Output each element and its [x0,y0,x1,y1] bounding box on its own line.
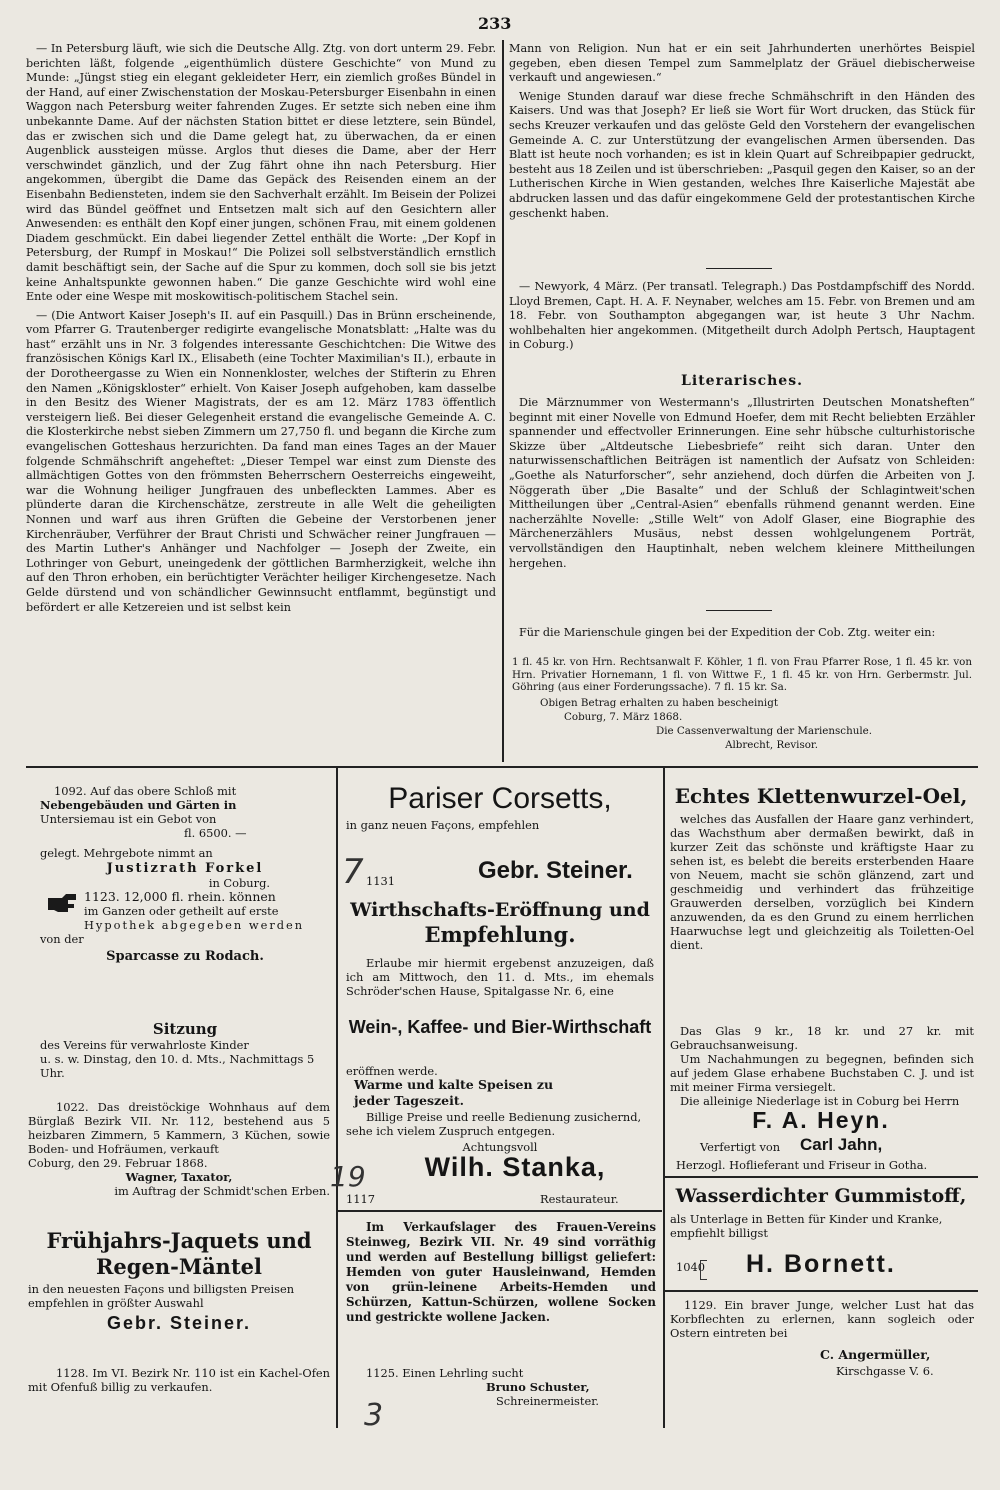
ad-1125-text: 1125. Einen Lehrling sucht [366,1366,524,1380]
ad-1092-line1: 1092. Auf das obere Schloß mit [54,784,237,798]
wirth-open: eröffnen werde. [346,1064,438,1078]
page-number: 233 [478,14,512,33]
ad-1022-sub: im Auftrag der Schmidt'schen Erben. [114,1184,330,1198]
wirth-title2: Empfehlung. [424,922,576,947]
oel-maker: Carl Jahn, [800,1135,883,1154]
ad-1128: 1128. Im VI. Bezirk Nr. 110 ist ein Kachel-Ofen mit Ofenfuß billig zu verkaufen. [28,1366,330,1394]
wirth-promise: Billige Preise und reelle Bedienung zusichernd, sehe ich vielem Zuspruch entgegen. [346,1110,642,1138]
sitzung-line2: u. s. w. Dinstag, den 10. d. Mts., Nachmittags 5 Uhr. [40,1052,315,1080]
ad-1092-line4: fl. 6500. — [184,826,247,840]
literary-text: Die Märznummer von Westermann's „Illustrirten Deutschen Monatsheften“ beginnt mit einer Novelle von Edmund Hoefer, dem mit Recht beliebten Erzähler spannender und effectvoller Erinnerungen. Eine sehr hübsche culturhistorische Skizze über „Altdeutsche Liebesbriefe“ reiht sich daran. Unter den naturwissenschaftlichen Beiträgen ist namentlich der Aufsatz von Schleiden: „Goethe als Naturforscher“, sehr anziehend, doch dürfen die Arbeiten von J. Nöggerath über „Die Basalte“ und der Schluß der Schlagintweit'schen Mittheilungen über „Central-Asien“ ebenfalls rühmend genannt werden. Eine nacherzählte Novelle: „Stille Welt“ von Adolf Glaser, eine Biographie des Märchenerzählers Musäus, nebst dessen wohlgelungenem Porträt, vervollständigen den Hauptinhalt, neben welchem kleinere Mittheilungen hergehen. [509,396,975,570]
newyork-article [509,280,975,357]
ad-1022-text: 1022. Das dreistöckige Wohnhaus auf dem Bürglaß Bezirk VII. Nr. 112, bestehend aus 5 heizbaren Zimmern, 5 Kammern, 3 Küchen, sowie Boden- und Hofräumen, verkauft [28,1100,330,1156]
gummi-firm: H. Bornett. [746,1250,896,1278]
jaquets-title1: Frühjahrs-Jaquets und [46,1228,312,1253]
ad-1125 [346,1366,656,1408]
literary-article [509,396,975,575]
ad-1123-line2: im Ganzen oder getheilt auf erste [84,904,279,918]
jaquets-text: in den neuesten Façons und billigsten Preisen empfehlen in größter Auswahl [28,1282,295,1310]
corsetts-firm: Gebr. Steiner. [478,857,633,884]
ad-wirthschaft [342,898,658,948]
oel-dealer: F. A. Heyn. [752,1107,890,1133]
wirth-food2: jeder Tageszeit. [354,1093,464,1108]
pencil-mark-7: 7 [342,852,364,892]
newyork-text: — Newyork, 4 März. (Per transatl. Telegraph.) Das Postdampfschiff des Nordd. Lloyd Bremen, Capt. H. A. F. Neynaber, welches am 15. Febr. von Bremen und am 18. Febr. von Southampton abgegangen war, ist heute 3 Uhr Nachm. wohlbehalten hier angekommen. (Mitgetheilt durch Adolph Pertsch, Hauptagent in Coburg.) [509,280,975,352]
petersburg-article: — In Petersburg läuft, wie sich die Deutsche Allg. Ztg. von dort unterm 29. Febr. berichten läßt, folgende „eigenthümlich düstere Geschichte“ von Mund zu Munde: „Jüngst stieg ein elegant gekleideter Herr, ein ziemlich großes Bündel in der Hand, auf einer Zwischenstation der Moskau-Petersburger Eisenbahn in einen Waggon nach Petersburg weiter fahrenden Zuges. Er setzte sich neben eine ihm unbekannte Dame. Auf der nächsten Station bittet er diese letztere, sein Bündel, das er zwischen sich und die Dame gelegt hat, zu überwachen, da er einen Augenblick aussteigen müsse. Arglos thut dieses die Dame, aber der Herr verschwindet gänzlich, und der Zug fährt ohne ihn nach Petersburg. Hier angekommen, übergibt die Dame das Gepäck des Reisenden einem an der Eisenbahn Bediensteten, indem sie den Sachverhalt erzählt. Im Beisein der Polizei wird das Bündel geöffnet und Entsetzen malt sich auf den Gesichtern aller Anwesenden: es enthält den Kopf einer jungen, schönen Frau, mit einem goldenen Diadem geschmückt. Ein dabei liegender Zettel enthält die Worte: „Der Kopf in Petersburg, der Rumpf in Moskau!“ Die Polizei soll selbstverständlich ernstlich damit beschäftigt sein, der Sache auf die Spur zu kommen, doch soll sie bis jetzt keine Anhaltspunkte gewonnen haben.“ Die ganze Geschichte wird wohl eine Ente oder eine Wespe mit moskowitisch-politischem Stachel sein. [26,42,496,304]
separator-line [338,1210,662,1212]
gummi-title: Wasserdichter Gummistoff, [675,1185,967,1207]
marien-head: Für die Marienschule gingen bei der Expedition der Cob. Ztg. weiter ein: [519,626,936,639]
marien-list: 1 fl. 45 kr. von Hrn. Rechtsanwalt F. Köhler, 1 fl. von Frau Pfarrer Rose, 1 fl. 45 kr. von Hrn. Privatier Hornemann, 1 fl. von Wittwe F., 1 fl. 45 kr. von Hrn. Gerbermstr. Jul. Göhring (aus einer Forderungssache). 7 fl. 15 kr. Sa. [512,656,972,694]
sitzung-line1: des Vereins für verwahrloste Kinder [40,1038,249,1052]
ad-jaquets [28,1228,330,1336]
wirth-big: Wein-, Kaffee- und Bier-Wirthschaft [348,1017,652,1037]
ad-1123-line4: von der [40,932,84,946]
corsetts-title: Pariser Corsetts, [388,782,612,815]
literary-heading: Literarisches. [681,373,803,389]
ads-column-divider-left [336,768,338,1428]
corsetts-sub: in ganz neuen Façons, empfehlen [346,818,540,832]
ad-1022-name: Wagner, Taxator, [125,1170,233,1184]
separator-line [665,1176,978,1178]
wirth-text: Erlaube mir hiermit ergebenst anzuzeigen, daß ich am Mittwoch, den 11. d. Mts., im ehemals Schröder'schen Hause, Spitalgasse Nr. 6, eine [346,956,654,998]
bracket-mark [700,1260,707,1280]
ad-1092-line3: Untersiemau ist ein Gebot von [40,812,217,826]
ad-1123-line1: 1123. 12,000 fl. rhein. können [84,889,276,904]
column-divider [502,40,504,762]
ad-1092-place: in Coburg. [208,876,270,890]
ad-1129-name: C. Angermüller, [820,1347,931,1362]
pasquill-article: — (Die Antwort Kaiser Joseph's II. auf ein Pasquill.) Das in Brünn erscheinende, vom Pfarrer G. Trautenberger redigirte evangelische Monatsblatt: „Halte was du hast“ erzählt uns in Nr. 3 folgendes interessante Geschichtchen: Die Witwe des französischen Königs Karl IX., Elisabeth (eine Tochter Maximilian's II.), erbaute in der Dorotheergasse zu Wien ein Nonnenkloster, welches der Stifterin zu Ehren den Namen „Königskloster“ erhielt. Von Kaiser Joseph aufgehoben, kam dasselbe in den Besitz des Wiener Magistrats, der es am 12. März 1783 öffentlich versteigern ließ. Bei dieser Gelegenheit erstand die evangelische Gemeinde A. C. die Klosterkirche nebst sieben Zimmern um 27,750 fl. und begann die Kirche zum evangelischen Gotteshaus herzurichten. Da fand man eines Tages an der Mauer folgende Schmähschrift angeheftet: „Dieser Tempel war einst zum Dienste des allmächtigen Gottes von den frömmsten Beherrschern Oesterreichs eingeweiht, war die Wohnung heiliger Jungfrauen des unbefleckten Lammes. Aber es plünderte daran die Kirchenschätze, zerstreute in alle Welt die geheiligten Nonnen und warf aus ihren Grüften die Gebeine der Verstorbenen jener Kirchenräuber, Verführer der Braut Christi und Schwächer reiner Jungfrauen — des Martin Luther's Anhänger und Nachfolger — Joseph der Zweite, ein Lothringer von Geburt, uneingedenk der göttlichen Barmherzigkeit, welche ihn auf den Thron erhoben, ein berüchtigter Verächter heiliger Kirchengesetze. Nach Gelde dürstend und von schändlicher Gewinnsucht entflammt, begünstigt und befördert er alle Ketzereien und ist selbst kein [26,308,496,614]
wirth-role: Restaurateur. [540,1192,619,1206]
sitzung-title: Sitzung [152,1020,218,1038]
frauen-verein-text: Im Verkaufslager des Frauen-Vereins Steinweg, Bezirk VII. Nr. 49 sind vorräthig und werden auf Bestellung billigst geliefert: Hemden von guter Hausleinwand, Hemden von grün-leinene Arbeits-Hemden und Schürzen, Kattun-Schürzen, wollene Socken und gestrickte wollene Jacken. [346,1220,656,1324]
ads-divider [26,766,978,768]
ad-1022 [28,1100,330,1198]
gummi-text: als Unterlage in Betten für Kinder und Kranke, empfiehlt billigst [670,1212,943,1240]
ad-1129-text: 1129. Ein braver Junge, welcher Lust hat das Korbflechten zu erlernen, kann sogleich oder Ostern eintreten bei [670,1298,974,1340]
ad-1123-name: Sparcasse zu Rodach. [106,949,264,964]
ad-1129-addr: Kirschgasse V. 6. [836,1364,934,1378]
oel-price: Das Glas 9 kr., 18 kr. und 27 kr. mit Gebrauchsanweisung. [670,1024,974,1052]
separator-line [706,268,772,269]
marien-thanks: Obigen Betrag erhalten zu haben bescheinigt [540,697,778,709]
jaquets-firm: Gebr. Steiner. [106,1313,252,1333]
marien-sign-cash: Die Cassenverwaltung der Marienschule. [655,725,872,737]
oel-title: Echtes Klettenwurzel-Oel, [674,784,968,808]
corsetts-num: 1131 [366,874,395,888]
ad-corsetts [340,780,660,832]
right-column [509,42,975,225]
oel-maker-role: Herzogl. Hoflieferant und Friseur in Gotha. [676,1158,928,1172]
marien-notice [509,626,975,645]
ads-column-divider-right [663,768,665,1428]
pencil-mark-3: 3 [364,1398,384,1433]
left-column [26,42,496,619]
ad-sitzung [40,1020,330,1080]
wirth-num: 1117 [346,1192,375,1206]
separator-line [665,1290,978,1292]
ad-1123 [40,890,330,964]
wirth-title1: Wirthschafts-Eröffnung und [350,899,650,921]
gummi-num: 1040 [676,1260,705,1274]
ad-1092-line2: Nebengebäuden und Gärten in [40,798,237,812]
wirth-respect: Achtungsvoll [462,1140,538,1154]
ad-1022-date: Coburg, den 29. Februar 1868. [28,1156,208,1170]
wirth-food1: Warme und kalte Speisen zu [354,1077,554,1092]
ad-1125-name: Bruno Schuster, [486,1380,590,1394]
marien-date: Coburg, 7. März 1868. [564,711,683,723]
oel-warning: Um Nachahmungen zu begegnen, befinden sich auf jedem Glase erhabene Buchstaben C. J. und ist mit meiner Firma versiegelt. [670,1052,974,1094]
oel-depot: Die alleinige Niederlage ist in Coburg bei Herrn [680,1094,960,1108]
marien-sign-revisor: Albrecht, Revisor. [725,739,818,751]
ad-1092-line5: gelegt. Mehrgebote nimmt an [40,846,213,860]
jaquets-title2: Regen-Mäntel [95,1254,262,1279]
wirth-name: Wilh. Stanka, [424,1152,606,1182]
ad-1092 [40,784,330,890]
oel-maker-pre: Verfertigt von [700,1140,781,1154]
pasquill-response: Wenige Stunden darauf war diese freche Schmähschrift in den Händen des Kaisers. Und was that Joseph? Er ließ sie Wort für Wort drucken, das Stück für sechs Kreuzer verkaufen und das gelöste Geld den Vorstehern der evangelischen Gemeinde A. C. zur Unterstützung der evangelischen Armen übersenden. Das Blatt ist heute noch vorhanden; es ist in klein Quart auf Schreibpapier gedruckt, besteht aus 18 Zeilen und ist überschrieben: „Pasquil gegen den Kaiser, so an der Lutherischen Kirche in Wien gestanden, welches Ihre Kaiserliche Majestät abe abdrucken lassen und das dafür eingekommene Geld der protestantischen Kirche geschenkt haben. [509,89,975,220]
ad-1125-role: Schreinermeister. [496,1394,600,1408]
separator-line [706,610,772,611]
oel-text: welches das Ausfallen der Haare ganz verhindert, das Wachsthum aber dermaßen bewirkt, daß in kurzer Zeit das schönste und kräftigste Haar zu sehen ist, es belebt die bereits ersterbenden Haare von Neuem, macht sie schön glänzend, zart und geschmeidig und verhindert das frühzeitige Grauwerden derselben, vorzüglich bei Kindern anzuwenden, da es den Grund zu einem herrlichen Haarwuchse legt und gleichzeitig als Toiletten-Oel dient. [670,812,974,952]
pencil-mark-19: 19 [330,1160,366,1193]
ad-1123-line3: Hypothek abgegeben werden [84,918,305,932]
ad-1092-name: Justizrath Forkel [106,861,264,876]
pointing-hand-icon [46,892,80,918]
pasquill-continuation: Mann von Religion. Nun hat er ein seit Jahrhunderten unerhörtes Beispiel gegeben, eben diesen Tempel zum Sammelplatz der Gräuel diebischerweise verkauft und angewiesen.“ [509,42,975,85]
